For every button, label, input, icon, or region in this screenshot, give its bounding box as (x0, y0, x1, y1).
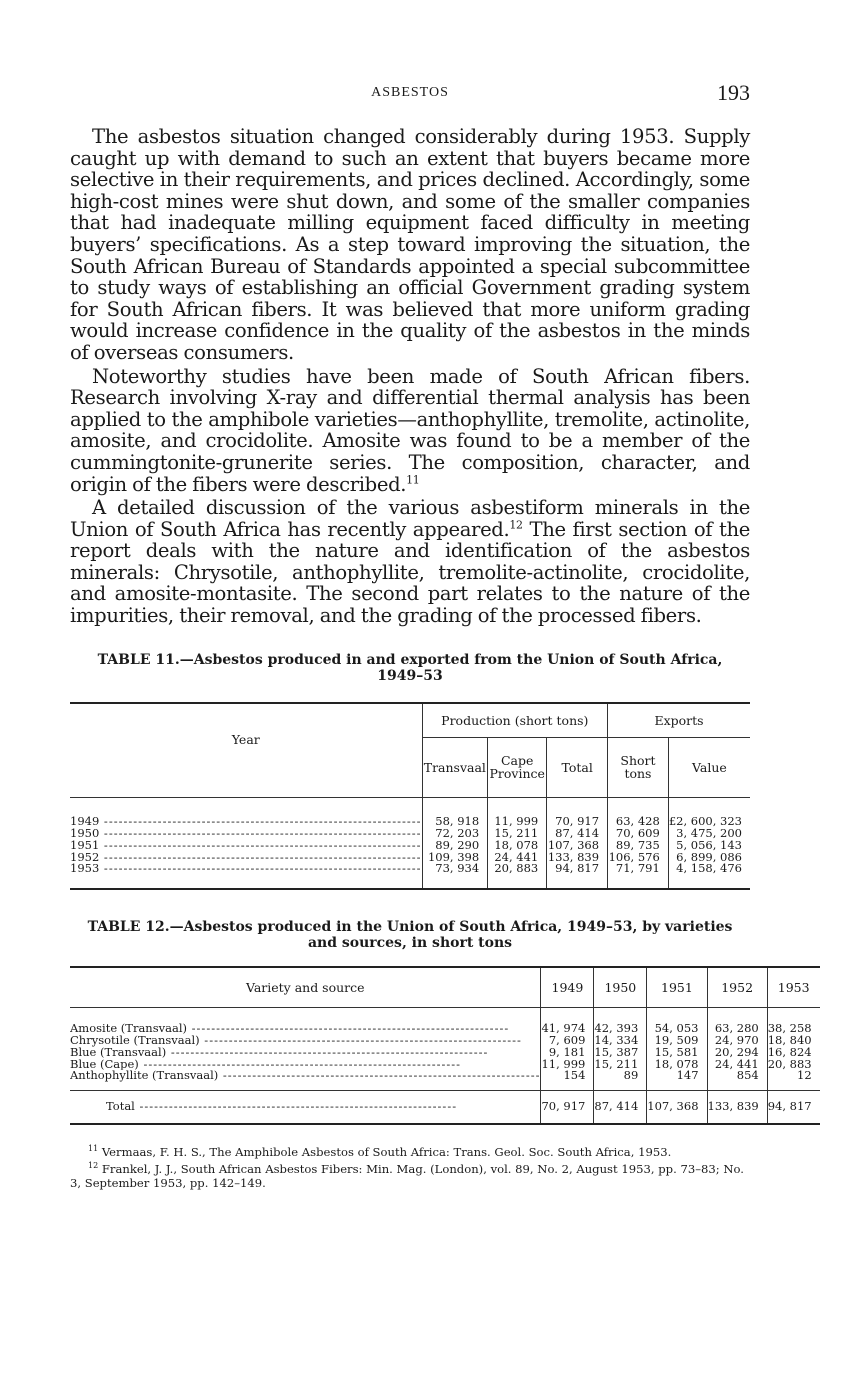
footnote-ref-12: 12 (509, 518, 523, 532)
table-11-cell-transvaal: 72, 203 (422, 828, 488, 840)
table-12-cell: 54, 053 (647, 1007, 707, 1035)
table-11-cell-value: 6, 899, 086 (668, 852, 750, 864)
table-11-cell-value: 3, 475, 200 (668, 828, 750, 840)
table-12-cell: 15, 211 (594, 1059, 647, 1071)
table-12-cell: 14, 334 (594, 1035, 647, 1047)
table-12-total-cell: 87, 414 (594, 1090, 647, 1124)
table-12-title-line-1: TABLE 12.—Asbestos produced in the Union of South Africa, 1949–53, by varieties (87, 919, 733, 935)
body-text (70, 126, 750, 629)
table-11-cell-transvaal: 73, 934 (422, 863, 488, 875)
table-12-variety-cell (70, 1070, 541, 1082)
table-12-row (70, 1007, 820, 1035)
spacer-cell (547, 875, 608, 889)
leader-dots: ----------------------------------------------------------------- (99, 851, 422, 864)
table-11-row (70, 797, 750, 828)
table-11-cell-total: 70, 917 (547, 797, 608, 828)
table-11-cell-transvaal: 89, 290 (422, 840, 488, 852)
table-12-cell: 18, 078 (647, 1059, 707, 1071)
spacer-cell (70, 875, 422, 889)
table-12-total-row (70, 1090, 820, 1124)
table-11-row (70, 863, 750, 875)
spacer-cell (594, 1082, 647, 1090)
table-11-cell-total: 133, 839 (547, 852, 608, 864)
paragraph-3 (70, 497, 750, 627)
table-11-header-transvaal: Transvaal (422, 737, 488, 797)
variety-label: Chrysotile (Transvaal) (70, 1035, 200, 1047)
table-12-header-year: 1949 (541, 967, 594, 1007)
table-12 (70, 966, 820, 1125)
table-12-header-year: 1952 (707, 967, 767, 1007)
table-11-cell-short-tons: 63, 428 (608, 797, 669, 828)
table-11-title-line-2: 1949–53 (377, 668, 443, 684)
table-11-cell-short-tons: 70, 609 (608, 828, 669, 840)
table-11-title (70, 652, 750, 684)
table-12-header-row (70, 967, 820, 1007)
variety-label: Blue (Transvaal) (70, 1046, 167, 1059)
paragraph-2-text: Noteworthy studies have been made of South African fibers. Research involving X-ray and differential thermal analysis has been applied to the amphibole varieties—anthophyllite, tremolite, actinolite, amosite, and crocidolite. Amosite was found to be a member of the cummingtonite-grunerite series. The composition, character, and origin of the fibers were described. (70, 364, 750, 496)
paragraph-1-text: The asbestos situation changed considerably during 1953. Supply caught up with demand to such an extent that buyers became more selective in their requirements, and prices declined. Accordingly, some high-cost mines were shut down, and some of the smaller companies that had inadequate milling equipment faced difficulty in meeting buyers’ specifications. As a step toward improving the situation, the South African Bureau of Standards appointed a special subcommittee to study ways of establishing an official Government grading system for South African fibers. It was believed that more uniform grading would increase confidence in the quality of the asbestos in the minds of overseas consumers. (70, 125, 750, 364)
footnote-11-mark: 11 (88, 1144, 99, 1153)
table-12-cell: 20, 883 (767, 1059, 819, 1071)
table-12-total-cell: 107, 368 (647, 1090, 707, 1124)
spacer-cell (707, 1082, 767, 1090)
table-12-cell: 19, 509 (647, 1035, 707, 1047)
table-12-cell: 41, 974 (541, 1007, 594, 1035)
table-11-year-cell (70, 852, 422, 864)
footnotes (70, 1142, 750, 1190)
year-label: 1951 (70, 839, 100, 852)
table-12-variety-cell (70, 1047, 541, 1059)
table-12-spacer (70, 1082, 820, 1090)
leader-dots: ----------------------------------------------------------------- (218, 1070, 541, 1083)
table-12-total-label-cell (70, 1090, 541, 1124)
table-11-cell-transvaal: 109, 398 (422, 852, 488, 864)
footnote-ref-11: 11 (406, 472, 420, 486)
table-12-cell: 42, 393 (594, 1007, 647, 1035)
spacer-cell (608, 875, 669, 889)
short-tons-line-2: tons (624, 766, 652, 781)
table-11-header-short-tons (608, 737, 669, 797)
table-12-row (70, 1059, 820, 1071)
footnote-12-text: Frankel, J. J., South African Asbestos Fibers: Min. Mag. (London), vol. 89, No. 2, August 1953, pp. 73–83; No. 3, September 1953, pp. 142–149. (70, 1162, 744, 1190)
variety-label: Blue (Cape) (70, 1058, 139, 1071)
leader-dots: ----------------------------------------------------------------- (166, 1046, 489, 1059)
table-12-variety-cell (70, 1059, 541, 1071)
table-12-cell: 154 (541, 1070, 594, 1082)
table-11-spacer (70, 875, 750, 889)
leader-dots: ----------------------------------------------------------------- (138, 1058, 462, 1071)
spacer-cell (647, 1082, 707, 1090)
table-11-cell-total: 107, 368 (547, 840, 608, 852)
spacer-cell (488, 875, 547, 889)
table-12-total-cell: 94, 817 (767, 1090, 819, 1124)
table-11-header-production: Production (short tons) (422, 703, 608, 737)
paragraph-3-text-after: The first section of the report deals with the nature and identification of the asbestos minerals: Chrysotile, anthophyllite, tremolite-actinolite, crocidolite, and amosite-montasite. The second part relates to the nature of the impurities, their removal, and the grading of the processed fibers. (70, 517, 750, 628)
table-11-cell-cape: 24, 441 (488, 852, 547, 864)
short-tons-line-1: Short (620, 753, 656, 768)
table-12-title-line-2: and sources, in short tons (307, 935, 513, 951)
cape-line-1: Cape (500, 753, 534, 768)
table-12-header-year: 1953 (767, 967, 819, 1007)
footnote-12-mark: 12 (88, 1161, 99, 1171)
table-12-cell: 15, 581 (647, 1047, 707, 1059)
table-12-cell: 15, 387 (594, 1047, 647, 1059)
variety-label: Amosite (Transvaal) (70, 1021, 187, 1035)
spacer-cell (70, 1082, 541, 1090)
running-head (70, 80, 750, 106)
table-11-header-year: Year (70, 703, 422, 797)
table-11-body (70, 797, 750, 889)
table-12-total-cell: 70, 917 (541, 1090, 594, 1124)
table-12-cell: 147 (647, 1070, 707, 1082)
page-number: 193 (717, 80, 750, 105)
table-11-year-cell (70, 840, 422, 852)
table-12-cell: 63, 280 (707, 1007, 767, 1035)
table-11-cell-value: 5, 056, 143 (668, 840, 750, 852)
table-11-cell-short-tons: 71, 791 (608, 863, 669, 875)
year-label: 1953 (70, 863, 100, 876)
table-12-header-year: 1951 (647, 967, 707, 1007)
table-11-title-line-1: TABLE 11.—Asbestos produced in and exported from the Union of South Africa, (97, 652, 723, 668)
table-12-row (70, 1047, 820, 1059)
running-title: ASBESTOS (371, 85, 449, 100)
table-11-year-cell (70, 863, 422, 875)
table-12-variety-cell (70, 1007, 541, 1035)
leader-dots: ----------------------------------------------------------------- (99, 814, 422, 828)
table-11-cell-value: 4, 158, 476 (668, 863, 750, 875)
table-12-total-cell: 133, 839 (707, 1090, 767, 1124)
leader-dots: ----------------------------------------------------------------- (134, 1099, 458, 1114)
spacer-cell (767, 1082, 819, 1090)
table-12-cell: 24, 441 (707, 1059, 767, 1071)
cape-line-2: Province (489, 766, 545, 781)
leader-dots: ----------------------------------------------------------------- (99, 863, 422, 876)
year-label: 1949 (70, 814, 100, 828)
leader-dots: ----------------------------------------------------------------- (99, 839, 422, 852)
table-12-row (70, 1070, 820, 1082)
leader-dots: ----------------------------------------------------------------- (199, 1035, 522, 1047)
table-12-cell: 12 (767, 1070, 819, 1082)
table-11 (70, 702, 750, 890)
year-label: 1952 (70, 851, 100, 864)
table-11-cell-transvaal: 58, 918 (422, 797, 488, 828)
year-label: 1950 (70, 828, 100, 840)
footnote-11 (70, 1142, 750, 1159)
spacer-cell (541, 1082, 594, 1090)
leader-dots: ----------------------------------------------------------------- (187, 1021, 510, 1035)
table-12-cell: 9, 181 (541, 1047, 594, 1059)
footnote-12 (70, 1159, 750, 1190)
table-11-header-exports: Exports (608, 703, 750, 737)
table-11-cell-total: 87, 414 (547, 828, 608, 840)
table-12-cell: 24, 970 (707, 1035, 767, 1047)
total-label: Total (106, 1099, 135, 1114)
table-11-cell-total: 94, 817 (547, 863, 608, 875)
table-12-body (70, 1007, 820, 1124)
variety-label: Anthophyllite (Transvaal) (70, 1070, 219, 1083)
table-12-title (70, 919, 750, 951)
paragraph-1 (70, 126, 750, 364)
table-11-header-value: Value (668, 737, 750, 797)
table-12-cell: 89 (594, 1070, 647, 1082)
table-11-header-cape-province (488, 737, 547, 797)
leader-dots: ----------------------------------------------------------------- (99, 828, 422, 840)
table-12-cell: 854 (707, 1070, 767, 1082)
table-12-cell: 16, 824 (767, 1047, 819, 1059)
table-11-cell-cape: 18, 078 (488, 840, 547, 852)
table-12-cell: 11, 999 (541, 1059, 594, 1071)
table-12-cell: 7, 609 (541, 1035, 594, 1047)
spacer-cell (422, 875, 488, 889)
table-11-cell-cape: 20, 883 (488, 863, 547, 875)
table-12-header-year: 1950 (594, 967, 647, 1007)
footnote-11-text: Vermaas, F. H. S., The Amphibole Asbestos of South Africa: Trans. Geol. Soc. South Africa, 1953. (101, 1144, 672, 1159)
spacer-cell (668, 875, 750, 889)
table-12-cell: 18, 840 (767, 1035, 819, 1047)
table-11-cell-cape: 15, 211 (488, 828, 547, 840)
table-11-header-total: Total (547, 737, 608, 797)
table-12-cell: 20, 294 (707, 1047, 767, 1059)
table-12-variety-cell (70, 1035, 541, 1047)
table-11-cell-value: £2, 600, 323 (668, 797, 750, 828)
table-11-year-cell (70, 828, 422, 840)
table-11-cell-cape: 11, 999 (488, 797, 547, 828)
table-11-cell-short-tons: 89, 735 (608, 840, 669, 852)
table-12-header-variety: Variety and source (70, 967, 541, 1007)
table-12-cell: 38, 258 (767, 1007, 819, 1035)
table-11-cell-short-tons: 106, 576 (608, 852, 669, 864)
table-11-year-cell (70, 797, 422, 828)
paragraph-3-text: A detailed discussion of the various asbestiform minerals in the Union of South Africa has recently appeared. (70, 496, 750, 541)
table-12-row (70, 1035, 820, 1047)
paragraph-2 (70, 366, 750, 496)
